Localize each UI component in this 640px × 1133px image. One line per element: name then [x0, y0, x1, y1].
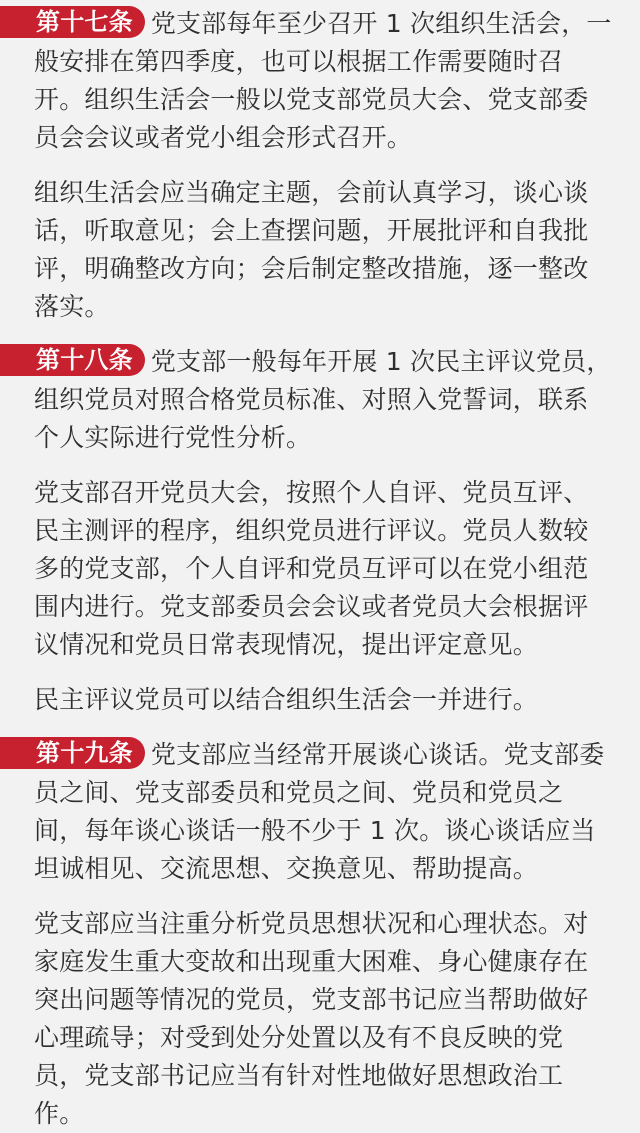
article-18-label: 第十八条 — [0, 344, 145, 376]
article-18-paragraph-1: 党支部召开党员大会，按照个人自评、党员互评、民主测评的程序，组织党员进行评议。党员人数较多的党支部，个人自评和党员互评可以在党小组范围内进行。党支部委员会会议或者党员大会根据评议情况和党员日常表现情况，提出评定意见。 — [34, 478, 589, 659]
article-19-label: 第十九条 — [0, 737, 145, 769]
article-17-paragraph-1: 组织生活会应当确定主题，会前认真学习，谈心谈话，听取意见；会上查摆问题，开展批评和自我批评，明确整改方向；会后制定整改措施，逐一整改落实。 — [34, 178, 589, 321]
article-19-text: 党支部应当经常开展谈心谈话。党支部委员之间、党支部委员和党员之间、党员和党员之间，每年谈心谈话一般不少于 1 次。谈心谈话应当坦诚相见、交流思想、交换意见、帮助提高。 — [34, 740, 605, 883]
article-19-paragraph-1: 党支部应当注重分析党员思想状况和心理状态。对家庭发生重大变故和出现重大困难、身心健康存在突出问题等情况的党员，党支部书记应当帮助做好心理疏导；对受到处分处置以及有不良反映的党员，党支部书记应当有针对性地做好思想政治工作。 — [34, 909, 589, 1128]
article-17 — [34, 5, 612, 157]
article-18 — [34, 343, 612, 457]
article-18-text: 党支部一般每年开展 1 次民主评议党员，组织党员对照合格党员标准、对照入党誓词，联系个人实际进行党性分析。 — [34, 347, 612, 452]
article-17-label: 第十七条 — [0, 6, 145, 38]
article-17-text: 党支部每年至少召开 1 次组织生活会，一般安排在第四季度，也可以根据工作需要随时召开。组织生活会一般以党支部党员大会、党支部委员会会议或者党小组会形式召开。 — [34, 9, 612, 152]
article-18-paragraph-2: 民主评议党员可以结合组织生活会一并进行。 — [34, 685, 539, 714]
article-19 — [34, 736, 612, 888]
